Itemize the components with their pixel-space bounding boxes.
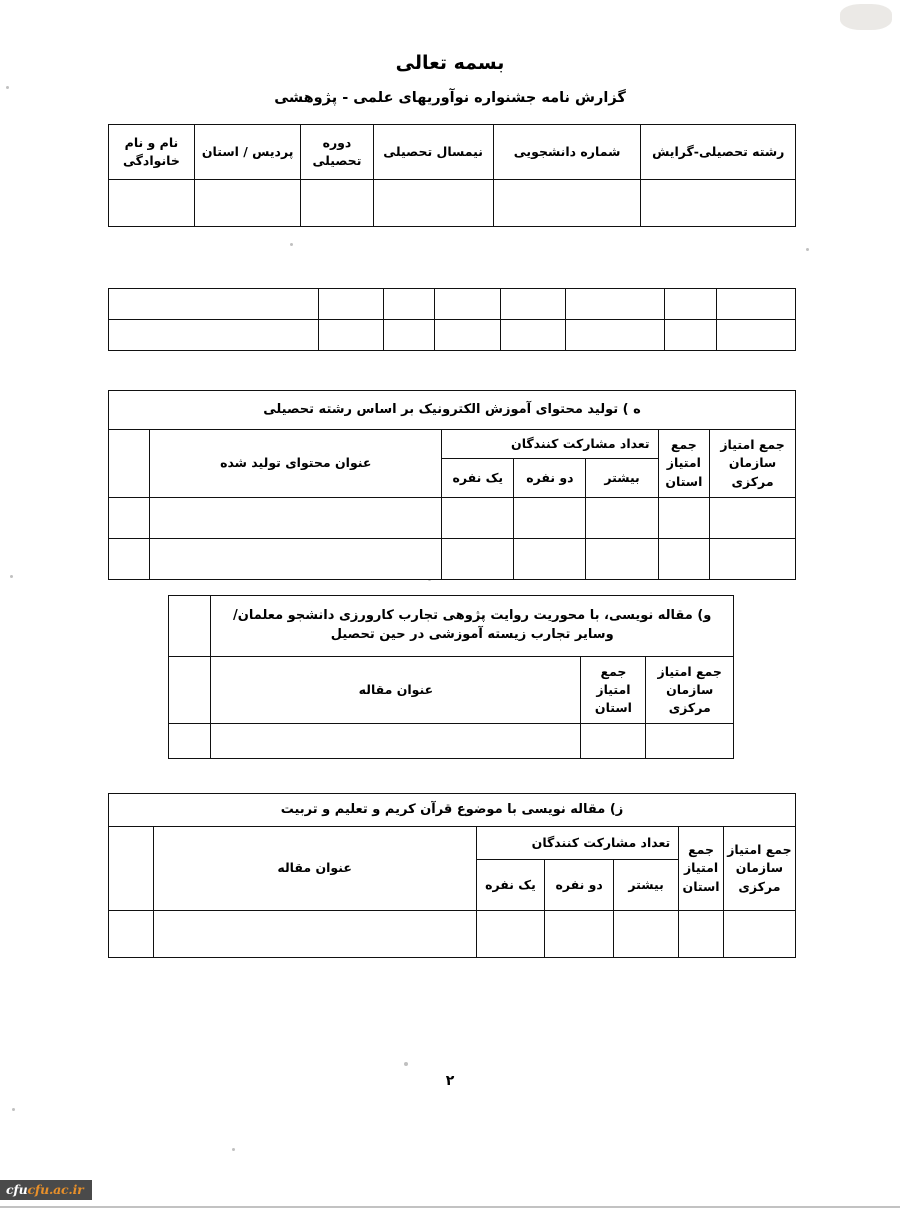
scan-speck: [232, 1148, 235, 1151]
header-article-title: عنوان مقاله: [211, 657, 581, 724]
cell-blank[interactable]: [318, 289, 383, 320]
header-more: بیشتر: [613, 860, 678, 911]
cell-blank[interactable]: [717, 320, 796, 351]
cell-province-score[interactable]: [658, 539, 710, 580]
page-subtitle: گزارش نامه جشنواره نوآوریهای علمی - پژوهشی: [274, 90, 626, 106]
scan-speck: [6, 86, 9, 89]
scan-speck: [290, 243, 293, 246]
cell-blank[interactable]: [500, 289, 565, 320]
table-header-row: [109, 430, 796, 459]
header-province-score: جمع امتیاز استان: [658, 430, 710, 498]
cell-province-score[interactable]: [658, 498, 710, 539]
table-row: [169, 724, 734, 759]
cell-blank[interactable]: [383, 289, 435, 320]
cell-province-score[interactable]: [581, 724, 646, 759]
watermark-badge: [0, 1180, 92, 1200]
cell-blank[interactable]: [383, 320, 435, 351]
cell-two[interactable]: [514, 498, 586, 539]
header-cell-campus: پردیس / استان: [194, 125, 300, 180]
cell-index[interactable]: [169, 724, 211, 759]
cell-more[interactable]: [586, 498, 658, 539]
cell-central-score[interactable]: [710, 498, 796, 539]
cell-blank[interactable]: [109, 320, 319, 351]
blank-grid-table: [108, 288, 796, 351]
header-one: یک نفره: [476, 860, 545, 911]
table-header-row: [109, 125, 796, 180]
cell-province-score[interactable]: [679, 911, 724, 958]
cell-index[interactable]: [109, 539, 150, 580]
header-province-score: جمع امتیاز استان: [581, 657, 646, 724]
table-row: [109, 911, 796, 958]
cell-blank[interactable]: [109, 289, 319, 320]
scan-speck: [10, 575, 13, 578]
scan-speck: [404, 1062, 408, 1066]
cell-article-title[interactable]: [211, 724, 581, 759]
page-number: ۲: [445, 1073, 455, 1089]
table-header-row: [169, 657, 734, 724]
cell-one[interactable]: [442, 498, 514, 539]
section-z-table: [108, 793, 796, 958]
cell-two[interactable]: [514, 539, 586, 580]
cell-blank[interactable]: [665, 320, 717, 351]
table-row: [109, 539, 796, 580]
header-cell-field: رشته تحصیلی-گرایش: [641, 125, 796, 180]
page-title: بسمه تعالی: [395, 52, 505, 74]
header-central-score: جمع امتیاز سازمان مرکزی: [723, 827, 795, 911]
cell-two[interactable]: [545, 911, 614, 958]
cell-one[interactable]: [442, 539, 514, 580]
cell-blank[interactable]: [435, 289, 500, 320]
header-two: دو نفره: [545, 860, 614, 911]
section-v-index-header: [169, 596, 211, 657]
scan-speck: [806, 248, 809, 251]
cell-article-title[interactable]: [153, 911, 476, 958]
header-index: [109, 827, 154, 911]
cell-blank[interactable]: [500, 320, 565, 351]
header-index: [169, 657, 211, 724]
table-row: [109, 320, 796, 351]
section-v-table: [168, 595, 734, 759]
cell-blank[interactable]: [665, 289, 717, 320]
page-bottom-rule: [0, 1206, 900, 1208]
cell-campus[interactable]: [194, 180, 300, 227]
cell-fullname[interactable]: [109, 180, 195, 227]
cell-blank[interactable]: [318, 320, 383, 351]
identity-table: [108, 124, 796, 227]
scan-speck: [12, 1108, 15, 1111]
table-header-row: [109, 827, 796, 860]
section-title-row: [109, 794, 796, 827]
cell-central-score[interactable]: [723, 911, 795, 958]
table-row: [109, 180, 796, 227]
header-content-title: عنوان محتوای تولید شده: [150, 430, 442, 498]
cell-more[interactable]: [613, 911, 678, 958]
header-participants-group: تعداد مشارکت کنندگان: [442, 430, 658, 459]
header-two: دو نفره: [514, 459, 586, 498]
header-central-score: جمع امتیاز سازمان مرکزی: [710, 430, 796, 498]
header-cell-student-number: شماره دانشجویی: [493, 125, 641, 180]
header-article-title: عنوان مقاله: [153, 827, 476, 911]
header-central-score: جمع امتیاز سازمان مرکزی: [646, 657, 734, 724]
cell-student-number[interactable]: [493, 180, 641, 227]
header-cell-course: دوره تحصیلی: [301, 125, 373, 180]
cell-central-score[interactable]: [646, 724, 734, 759]
table-row: [109, 289, 796, 320]
header-one: یک نفره: [442, 459, 514, 498]
cell-more[interactable]: [586, 539, 658, 580]
header-more: بیشتر: [586, 459, 658, 498]
cell-blank[interactable]: [565, 320, 665, 351]
cell-content-title[interactable]: [150, 498, 442, 539]
cell-index[interactable]: [109, 498, 150, 539]
cell-course[interactable]: [301, 180, 373, 227]
table-row: [109, 498, 796, 539]
cell-blank[interactable]: [565, 289, 665, 320]
section-h-title: ه ) تولید محتوای آموزش الکترونیک بر اساس رشته تحصیلی: [109, 391, 796, 430]
cfu-logo: cfu: [6, 1182, 28, 1197]
header-cell-fullname: نام و نام خانوادگی: [109, 125, 195, 180]
cell-central-score[interactable]: [710, 539, 796, 580]
cell-field[interactable]: [641, 180, 796, 227]
section-title-row: [169, 596, 734, 657]
cell-blank[interactable]: [717, 289, 796, 320]
watermark-url: cfu.ac.ir: [27, 1182, 84, 1197]
section-z-title: ز) مقاله نویسی با موضوع قرآن کریم و تعلیم و تربیت: [109, 794, 796, 827]
header-cell-semester: نیمسال تحصیلی: [373, 125, 493, 180]
cell-blank[interactable]: [435, 320, 500, 351]
cell-article-title[interactable]: [150, 539, 442, 580]
section-v-title: و) مقاله نویسی، با محوریت روایت پژوهی تجارب کارورزی دانشجو معلمان/ وسایر تجارب زیسته آموزشی در حین تحصیل: [211, 596, 734, 657]
header-province-score: جمع امتیاز استان: [679, 827, 724, 911]
section-h-table: [108, 390, 796, 580]
scan-smudge: [840, 4, 892, 30]
cell-index[interactable]: [109, 911, 154, 958]
cell-one[interactable]: [476, 911, 545, 958]
section-title-row: [109, 391, 796, 430]
header-participants-group: تعداد مشارکت کنندگان: [476, 827, 679, 860]
cell-semester[interactable]: [373, 180, 493, 227]
header-index: [109, 430, 150, 498]
